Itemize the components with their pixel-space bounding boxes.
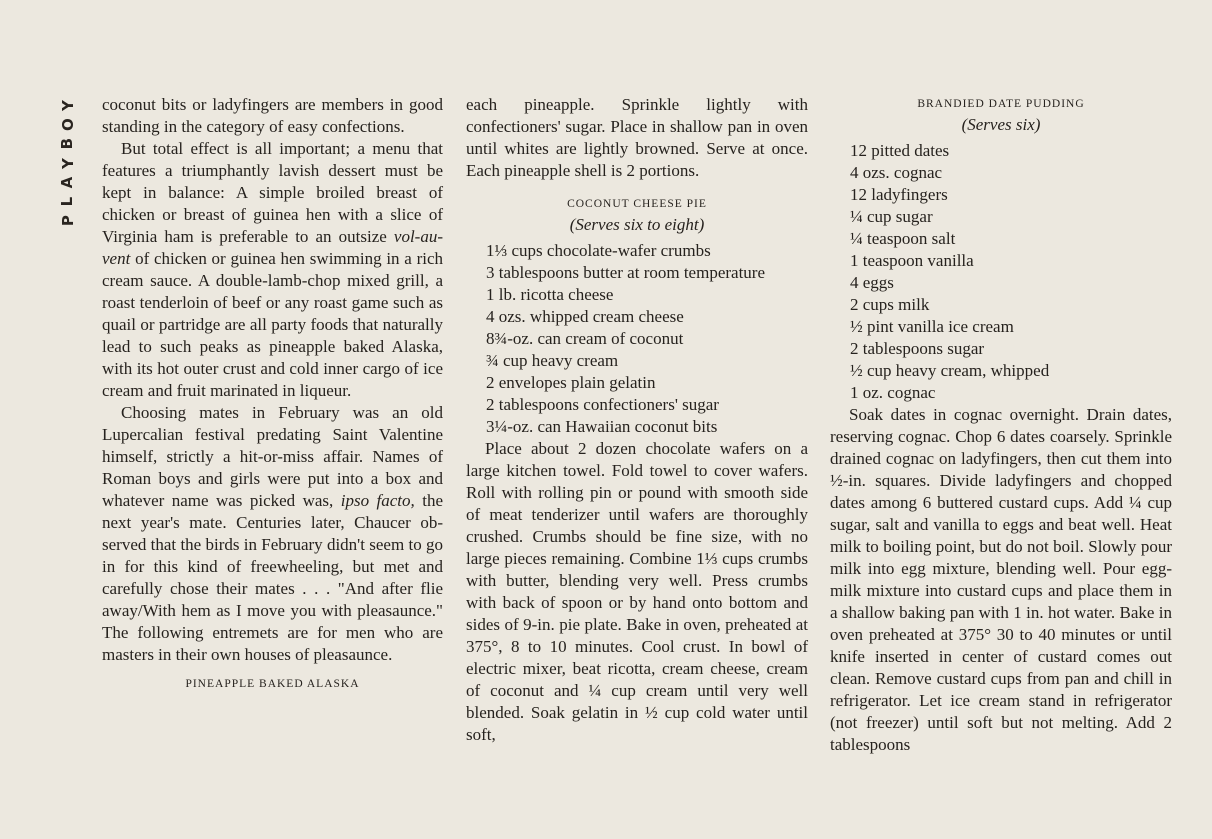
ingredient-item: 3¼-oz. can Hawaiian coconut bits xyxy=(486,417,718,436)
paragraph: coconut bits or ladyfingers are members in good standing in the category of easy confections. xyxy=(102,95,443,136)
ingredient-item: 4 ozs. whipped cream cheese xyxy=(486,307,684,326)
recipe-title: BRANDIED DATE PUDDING xyxy=(917,98,1085,110)
ingredient-item: 2 tablespoons sugar xyxy=(850,339,985,358)
side-letter: P xyxy=(58,215,77,227)
recipe-method: Soak dates in cognac overnight. Drain dates, reserving cognac. Chop 6 dates coarsely. Sprinkle drained cognac on ladyfingers, then cut them into ½-in. squares. Divide ladyfingers and chopped dates among 6 buttered custard cups. Add ¼ cup sugar, salt and vanilla to eggs and beat well. Heat milk to boiling point, but do not boil. Slowly pour milk into egg mixture, blending well. Pour egg-milk mixture into custard cups and place them in a shallow baking pan with 1 in. hot water. Bake in oven preheated at 375° 30 to 40 minutes or until knife inserted in center of custard comes out clean. Remove custard cups from pan and chill in refrigerator. Let ice cream stand in refrigerator (not freezer) until soft but not melting. Add 2 tablespoons xyxy=(830,405,1172,754)
recipe-title: COCONUT CHEESE PIE xyxy=(567,198,707,210)
paragraph: each pineapple. Sprinkle lightly with confectioners' sugar. Place in shallow pan in oven until whites are lightly browned. Serve at once. Each pineapple shell is 2 portions. xyxy=(466,95,808,180)
ingredient-item: 2 tablespoons confectioners' sugar xyxy=(486,395,719,414)
ingredient-item: 1 lb. ricotta cheese xyxy=(486,285,614,304)
recipe-serves: (Serves six) xyxy=(961,115,1041,134)
recipe-method: Place about 2 dozen chocolate wafers on a large kitchen towel. Fold towel to cover wafers. Roll with rolling pin or pound with smooth side of meat tenderizer until wafers are thoroughly crushed. Crumbs should be fine size, with no large pieces remaining. Combine 1⅓ cups crumbs with butter, blending very well. Press crumbs with back of spoon or by hand onto bottom and sides of 9-in. pie plate. Bake in oven, preheated at 375°, 8 to 10 minutes. Cool crust. In bowl of electric mixer, beat ricotta, cream cheese, cream of coconut and ¼ cup cream until very well blended. Soak gelatin in ½ cup cold water until soft, xyxy=(466,439,808,744)
ingredient-item: 4 ozs. cognac xyxy=(850,163,943,182)
ingredient-list xyxy=(466,240,808,438)
ingredient-item: 12 pitted dates xyxy=(850,141,950,160)
side-letter: O xyxy=(58,118,77,132)
ingredient-item: 8¾-oz. can cream of coconut xyxy=(486,329,684,348)
ingredient-item: 2 envelopes plain gelatin xyxy=(486,373,656,392)
ingredient-item: 1⅓ cups chocolate-wafer crumbs xyxy=(486,241,711,260)
ingredient-item: ½ pint vanilla ice cream xyxy=(850,317,1014,336)
side-letter: Y xyxy=(58,157,77,169)
side-letter: B xyxy=(58,138,77,150)
ingredient-item: ½ cup heavy cream, whipped xyxy=(850,361,1050,380)
ingredient-item: 4 eggs xyxy=(850,273,894,292)
ingredient-item: 3 tablespoons butter at room temperature xyxy=(486,263,765,282)
ingredient-item: 1 teaspoon vanilla xyxy=(850,251,974,270)
ingredient-item: ¼ teaspoon salt xyxy=(850,229,956,248)
side-letter: Y xyxy=(58,100,77,112)
ingredient-item: 12 ladyfingers xyxy=(850,185,948,204)
side-letter: L xyxy=(58,196,77,207)
column-right xyxy=(830,94,1172,756)
recipe-serves: (Serves six to eight) xyxy=(569,215,705,234)
ingredient-item: ¼ cup sugar xyxy=(850,207,933,226)
ingredient-list xyxy=(830,140,1172,404)
magazine-side-label xyxy=(54,96,82,230)
ingredient-item: 2 cups milk xyxy=(850,295,930,314)
ingredient-item: 1 oz. cognac xyxy=(850,383,936,402)
ingredient-item: ¾ cup heavy cream xyxy=(486,351,619,370)
recipe-title: PINEAPPLE BAKED ALASKA xyxy=(185,678,360,690)
paragraph: Choosing mates in February was an old Lupercalian festival predating Saint Valentine himself, strictly a hit-or-miss affair. Names of Roman boys and girls were put into a box and whatever name was picked was, ipso facto, the next year's mate. Centuries later, Chaucer observed that the birds in February didn't seem to go in for this kind of freewheeling, but met and carefully chose their mates . . . "And after flie away/With hem as I move you with pleasaunce." The following entremets are for men who are masters in their own houses of pleasaunce. xyxy=(102,403,443,664)
column-middle xyxy=(466,94,808,746)
column-left xyxy=(102,94,443,694)
paragraph: But total effect is all important; a menu that features a triumphantly lavish dessert must be kept in balance: A simple broiled breast of chicken or breast of guinea hen with a slice of Virginia ham is preferable to an outsize vol-au-vent of chicken or guinea hen swimming in a rich cream sauce. A double-lamb-chop mixed grill, a roast tenderloin of beef or any roast game such as quail or partridge are all party foods that naturally lead to such peaks as pineapple baked Alaska, with its hot outer crust and cold inner cargo of ice cream and fruit marinated in liqueur. xyxy=(102,139,443,400)
side-letter: A xyxy=(58,176,77,189)
